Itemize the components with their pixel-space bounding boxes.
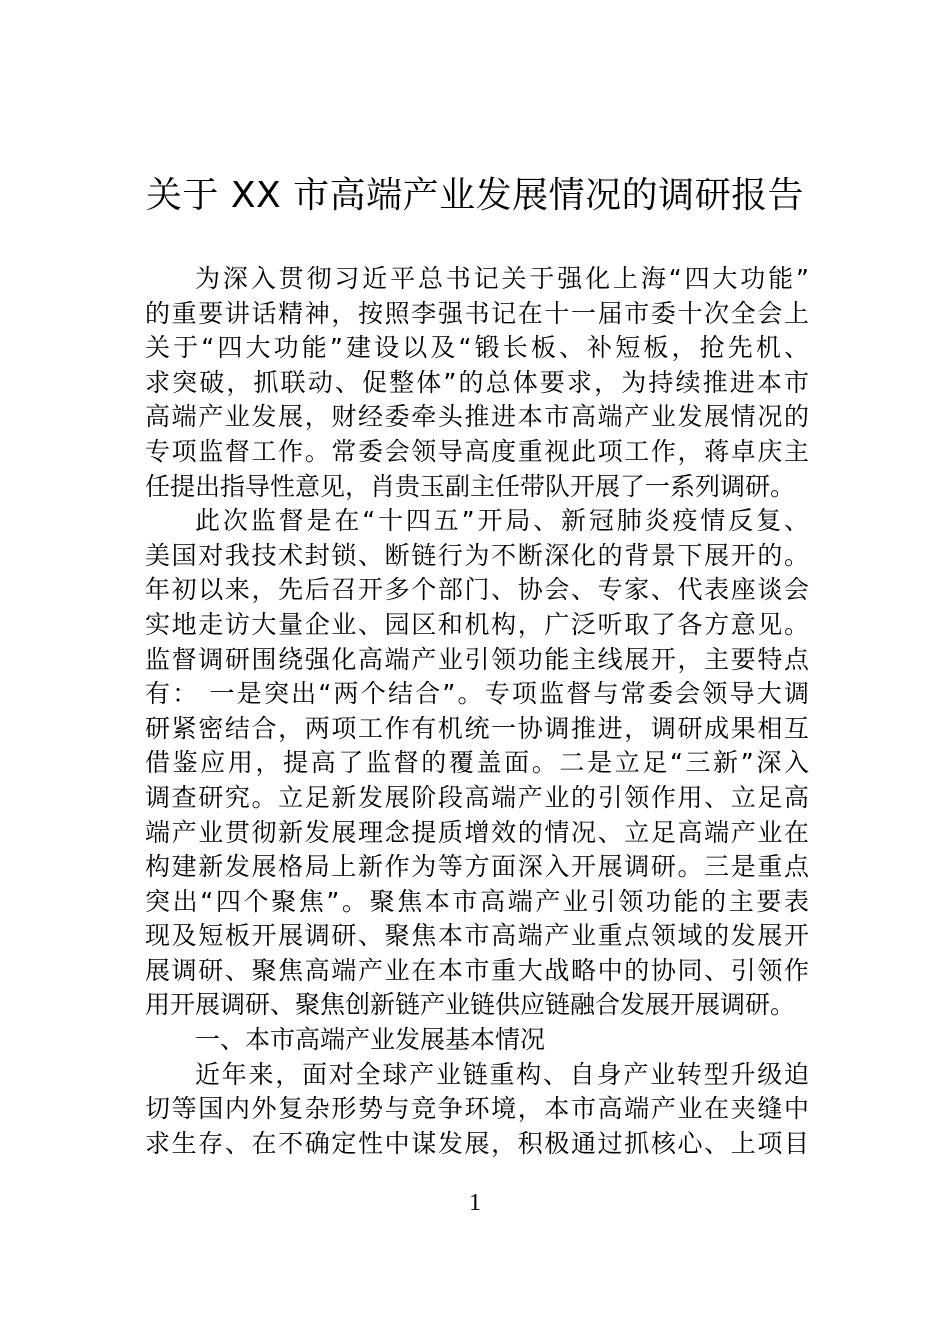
text-line: 用开展调研、聚焦创新链产业链供应链融合发展开展调研。 (145, 990, 796, 1020)
text-line: 高端产业发展，财经委牵头推进本市高端产业发展情况的 (145, 402, 809, 432)
text-line: 研紧密结合，两项工作有机统一协调推进，调研成果相互 (145, 713, 809, 743)
text-line: 展调研、聚焦高端产业在本市重大战略中的协同、引领作 (145, 955, 809, 985)
text-line: 此次监督是在“十四五”开局、新冠肺炎疫情反复、 (195, 506, 809, 536)
text-line: 构建新发展格局上新作为等方面深入开展调研。三是重点 (145, 852, 809, 882)
text-line: 近年来，面对全球产业链重构、自身产业转型升级迫 (195, 1059, 809, 1089)
text-line: 年初以来，先后召开多个部门、协会、专家、代表座谈会 (145, 575, 809, 605)
text-line: 任提出指导性意见，肖贵玉副主任带队开展了一系列调研。 (145, 471, 796, 501)
text-line: 为深入贯彻习近平总书记关于强化上海“四大功能” (195, 264, 809, 293)
text-line: 专项监督工作。常委会领导高度重视此项工作，蒋卓庆主 (145, 436, 809, 466)
text-line: 调查研究。立足新发展阶段高端产业的引领作用、立足高 (145, 782, 809, 812)
text-line: 一、本市高端产业发展基本情况 (195, 1025, 546, 1055)
text-line: 借鉴应用，提高了监督的覆盖面。二是立足“三新”深入 (145, 748, 809, 778)
text-line: 现及短板开展调研、聚焦本市高端产业重点领域的发展开 (145, 921, 809, 951)
text-line: 有： 一是突出“两个结合”。专项监督与常委会领导大调 (145, 679, 809, 709)
text-line: 的重要讲话精神，按照李强书记在十一届市委十次全会上 (145, 298, 809, 328)
text-line: 求突破，抓联动、促整体”的总体要求，为持续推进本市 (145, 367, 809, 397)
text-line: 关于“四大功能”建设以及“锻长板、补短板，抢先机、 (145, 333, 809, 363)
text-line: 切等国内外复杂形势与竞争环境，本市高端产业在夹缝中 (145, 1094, 809, 1124)
text-line: 美国对我技术封锁、断链行为不断深化的背景下展开的。 (145, 540, 809, 570)
page-number: 1 (469, 1190, 481, 1216)
document-body (145, 262, 809, 1161)
text-line: 求生存、在不确定性中谋发展，积极通过抓核心、上项目 (145, 1128, 809, 1158)
text-line: 突出“四个聚焦”。聚焦本市高端产业引领功能的主要表 (145, 886, 809, 916)
text-line: 端产业贯彻新发展理念提质增效的情况、立足高端产业在 (145, 817, 809, 847)
text-line: 实地走访大量企业、园区和机构，广泛听取了各方意见。 (145, 609, 809, 639)
document-title: 关于 XX 市高端产业发展情况的调研报告 (145, 175, 805, 216)
text-line: 监督调研围绕强化高端产业引领功能主线展开，主要特点 (145, 644, 809, 674)
